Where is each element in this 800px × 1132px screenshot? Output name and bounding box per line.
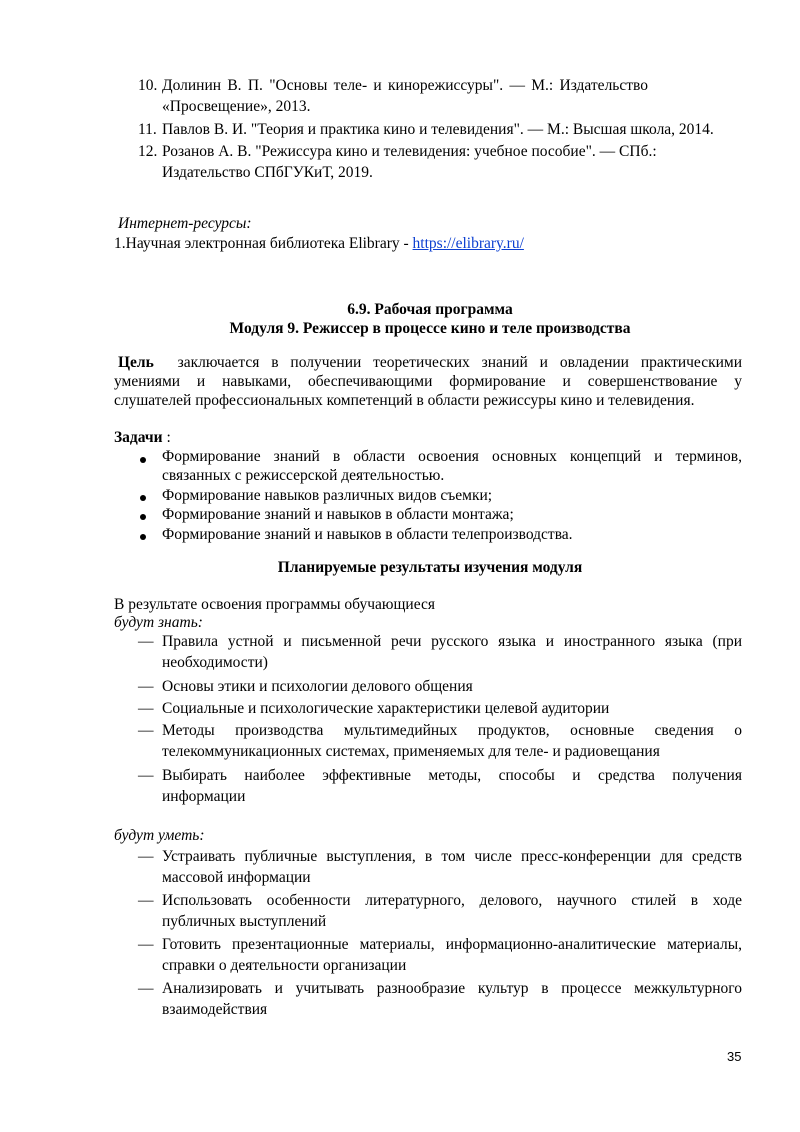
results-title: Планируемые результаты изучения модуля xyxy=(277,559,583,576)
goal-text: слушателей профессиональных компетенций в области режиссуры кино и телевидения. xyxy=(114,392,695,409)
internet-resources-heading: Интернет-ресурсы: xyxy=(118,215,252,232)
know-item: Социальные и психологические характеристики целевой аудитории xyxy=(162,700,610,717)
task-item: Формирование знаний в области освоения основных концепций и терминов, xyxy=(162,448,742,465)
bullet-icon xyxy=(140,457,146,463)
can-item: Устраивать публичные выступления, в том числе пресс-конференции для средств xyxy=(162,848,742,865)
dash-marker: — xyxy=(138,980,154,997)
internet-resource-item xyxy=(114,235,524,253)
reference-text: «Просвещение», 2013. xyxy=(162,98,311,115)
tasks-heading xyxy=(114,429,171,447)
reference-text: Павлов В. И. "Теория и практика кино и телевидения". — М.: Высшая школа, 2014. xyxy=(162,121,714,138)
dash-marker: — xyxy=(138,892,154,909)
know-item: Основы этики и психологии делового общения xyxy=(162,678,473,695)
can-item-continued: взаимодействия xyxy=(162,1001,268,1018)
dash-marker: — xyxy=(138,936,154,953)
results-intro: В результате освоения программы обучающиеся xyxy=(114,596,435,613)
module-title: Модуля 9. Режиссер в процессе кино и теле производства xyxy=(229,320,631,337)
know-item-continued: информации xyxy=(162,788,246,805)
can-item: Использовать особенности литературного, делового, научного стилей в ходе xyxy=(162,892,742,909)
elibrary-link[interactable]: https://elibrary.ru/ xyxy=(412,235,524,252)
can-label: будут уметь: xyxy=(114,827,205,844)
can-item-continued: справки о деятельности организации xyxy=(162,957,407,974)
dash-marker: — xyxy=(138,633,154,650)
can-item: Готовить презентационные материалы, информационно-аналитические материалы, xyxy=(162,936,742,953)
reference-text: Издательство СПбГУКиТ, 2019. xyxy=(162,164,373,181)
can-item-continued: массовой информации xyxy=(162,869,311,886)
reference-text: Долинин В. П. "Основы теле- и кинорежиссуры". — М.: Издательство xyxy=(162,77,648,94)
dash-marker: — xyxy=(138,848,154,865)
bullet-icon xyxy=(140,534,146,540)
goal-text: умениями и навыками, обеспечивающими формирование и совершенствование у xyxy=(114,373,742,390)
can-item-continued: публичных выступлений xyxy=(162,913,327,930)
internet-resource-label: 1.Научная электронная библиотека Elibrary - xyxy=(114,235,413,252)
dash-marker: — xyxy=(138,767,154,784)
know-item-continued: телекоммуникационных системах, применяемых для теле- и радиовещания xyxy=(162,743,660,760)
section-title: 6.9. Рабочая программа xyxy=(347,301,513,318)
reference-text: Розанов А. В. "Режиссура кино и телевидения: учебное пособие". — СПб.: xyxy=(162,143,657,160)
know-label: будут знать: xyxy=(114,614,203,631)
task-item-continued: связанных с режиссерской деятельностью. xyxy=(162,467,445,484)
dash-marker: — xyxy=(138,722,154,739)
dash-marker: — xyxy=(138,678,154,695)
task-item: Формирование знаний и навыков в области монтажа; xyxy=(162,506,514,523)
bullet-icon xyxy=(140,514,146,520)
reference-number: 12. xyxy=(138,143,158,160)
tasks-colon: : xyxy=(162,429,171,446)
know-item-continued: необходимости) xyxy=(162,654,268,671)
goal-label: Цель xyxy=(118,354,154,371)
tasks-label: Задачи xyxy=(114,429,163,446)
know-item: Выбирать наиболее эффективные методы, способы и средства получения xyxy=(162,767,742,784)
reference-number: 11. xyxy=(138,121,157,138)
bullet-icon xyxy=(140,495,146,501)
page-number: 35 xyxy=(727,1049,742,1064)
task-item: Формирование знаний и навыков в области телепроизводства. xyxy=(162,526,573,543)
know-item: Методы производства мультимедийных продуктов, основные сведения о xyxy=(162,722,742,739)
dash-marker: — xyxy=(138,700,154,717)
goal-text: заключается в получении теоретических знаний и овладении практическими xyxy=(177,354,743,371)
can-item: Анализировать и учитывать разнообразие культур в процессе межкультурного xyxy=(162,980,742,997)
task-item: Формирование навыков различных видов съемки; xyxy=(162,487,493,504)
reference-number: 10. xyxy=(138,77,158,94)
know-item: Правила устной и письменной речи русского языка и иностранного языка (при xyxy=(162,633,742,650)
